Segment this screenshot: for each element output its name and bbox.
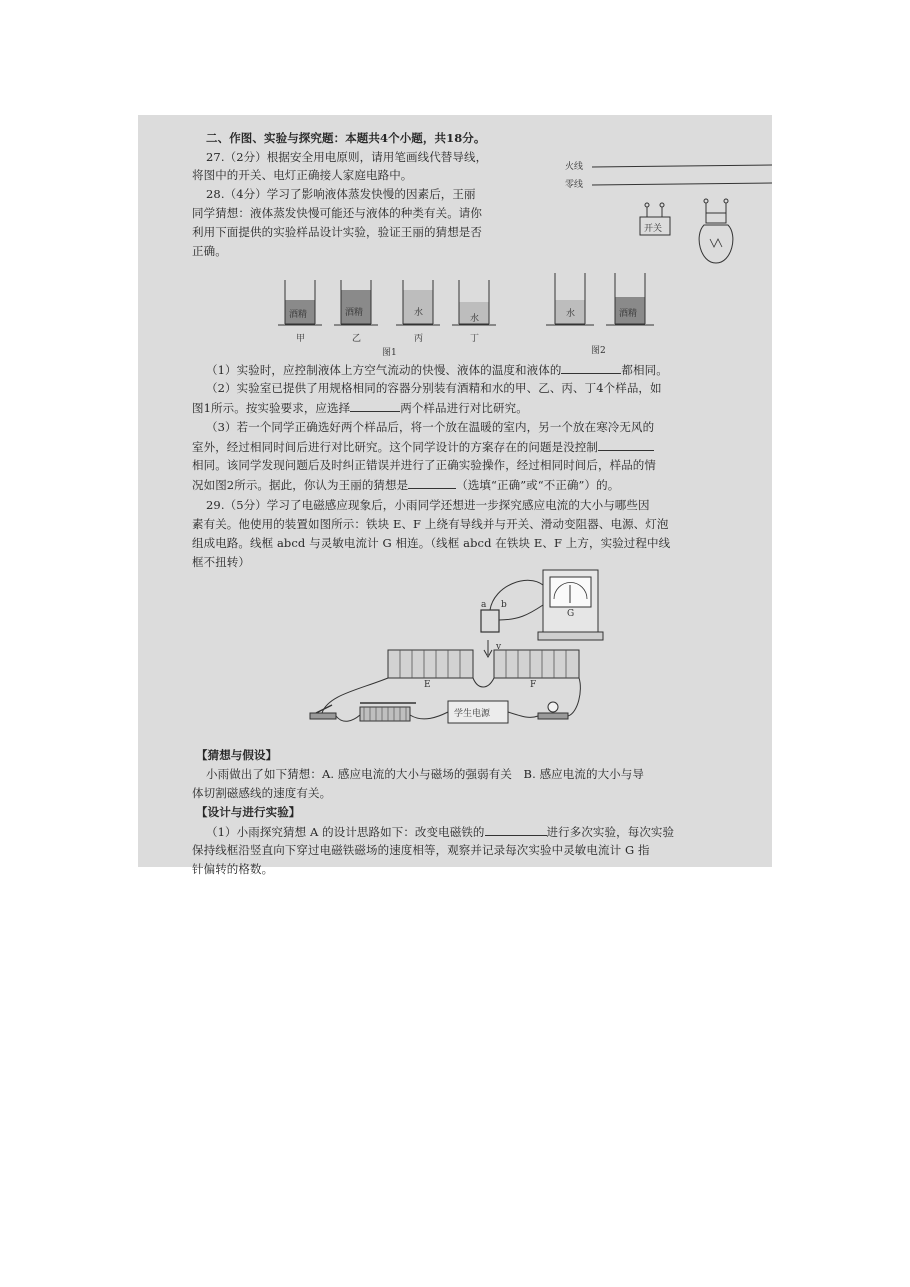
section-title: 二、作图、实验与探究题：本题共4个小题，共18分。 [206, 131, 486, 145]
design-line-3: 针偏转的格数。 [192, 862, 274, 876]
iron-core-f-label: F [530, 680, 537, 690]
beaker-fig2-water-label: 水 [566, 309, 576, 319]
galvanometer-icon [538, 570, 603, 640]
beaker-jia-label: 酒精 [289, 310, 308, 320]
lamp-icon [538, 702, 568, 719]
q28-line-3: 利用下面提供的实验样品设计实验，验证王丽的猜想是否 [192, 225, 482, 239]
beaker-ding-label: 水 [470, 314, 480, 324]
live-wire-label: 火线 [565, 162, 584, 172]
q29-line-1: 29.（5分）学习了电磁感应现象后，小雨同学还想进一步探究感应电流的大小与哪些因 [206, 498, 650, 512]
sample-bing: 丙 [414, 334, 424, 344]
q28-line-1: 28.（4分）学习了影响液体蒸发快慢的因素后，王丽 [206, 187, 476, 201]
switch-label: 开关 [644, 224, 663, 234]
galvanometer-label: G [567, 609, 575, 619]
answer-blank-5 [485, 824, 547, 836]
q28-line-2: 同学猜想：液体蒸发快慢可能还与液体的种类有关。请你 [192, 206, 482, 220]
q27-line-1: 27.（2分）根据安全用电原则，请用笔画线代替导线， [206, 150, 488, 164]
hypothesis-heading: 【猜想与假设】 [196, 748, 278, 762]
q28-sub-3c: 相同。该同学发现问题后及时纠正错误并进行了正确实验操作，经过相同时间后，样品的情 [192, 458, 656, 472]
power-supply-label: 学生电源 [454, 709, 491, 719]
figure-2-caption: 图2 [591, 346, 606, 356]
q28-sub-2a: （2）实验室已提供了用规格相同的容器分别装有酒精和水的甲、乙、丙、丁4个样品，如 [206, 381, 662, 395]
beaker-bing-label: 水 [414, 308, 424, 318]
q28-sub-3d: 况如图2所示。据此，你认为王丽的猜想是 （选填“正确”或“不正确”）的。 [192, 478, 620, 492]
q28-sub-1: （1）实验时，应控制液体上方空气流动的快慢、液体的温度和液体的 都相同。 [206, 363, 668, 377]
induction-apparatus-figure [138, 115, 772, 755]
q28-sub-2b: 图1所示。按实验要求，应选择 两个样品进行对比研究。 [192, 401, 528, 415]
beaker-yi-label: 酒精 [345, 308, 364, 318]
q28-sub-3b: 室外，经过相同时间后进行对比研究。这个同学设计的方案存在的问题是没控制 [192, 439, 654, 455]
sample-yi: 乙 [352, 334, 362, 344]
sample-ding: 丁 [470, 334, 480, 344]
velocity-label: v [496, 642, 502, 652]
figure-1-caption: 图1 [382, 348, 397, 358]
neutral-wire-label: 零线 [565, 180, 584, 190]
loop-corner-a: a [481, 600, 487, 610]
hypothesis-line-1: 小雨做出了如下猜想：A. 感应电流的大小与磁场的强弱有关 B. 感应电流的大小与导 [206, 767, 644, 781]
sample-jia: 甲 [296, 334, 306, 344]
q27-line-2: 将图中的开关、电灯正确接人家庭电路中。 [192, 168, 413, 182]
hypothesis-line-2: 体切割磁感线的速度有关。 [192, 786, 332, 800]
iron-core-f [494, 650, 579, 678]
design-heading: 【设计与进行实验】 [196, 805, 301, 819]
switch-icon [310, 705, 336, 719]
q29-line-2: 素有关。他使用的装置如图所示：铁块 E、F 上绕有导线并与开关、滑动变阻器、电源、灯泡 [192, 517, 669, 531]
q29-line-4: 框不扭转） [192, 555, 250, 569]
rheostat-icon [360, 703, 416, 721]
q28-sub-3a: （3）若一个同学正确选好两个样品后，将一个放在温暖的室内，另一个放在寒冷无风的 [206, 420, 655, 434]
loop-corner-b: b [501, 600, 507, 610]
q28-line-4: 正确。 [192, 244, 227, 258]
design-line-1: （1）小雨探究猜想 A 的设计思路如下：改变电磁铁的 进行多次实验，每次实验 [206, 825, 675, 839]
exam-photo [138, 115, 772, 876]
q29-line-3: 组成电路。线框 abcd 与灵敏电流计 G 相连。（线框 abcd 在铁块 E、F 上方，实验过程中线 [192, 536, 671, 550]
iron-core-e-label: E [424, 680, 431, 690]
beaker-fig2-alcohol-label: 酒精 [619, 309, 638, 319]
design-line-2: 保持线框沿竖直向下穿过电磁铁磁场的速度相等，观察并记录每次实验中灵敏电流计 G 指 [192, 843, 650, 857]
iron-core-e [388, 650, 473, 678]
wire-loop-abcd [481, 580, 543, 657]
